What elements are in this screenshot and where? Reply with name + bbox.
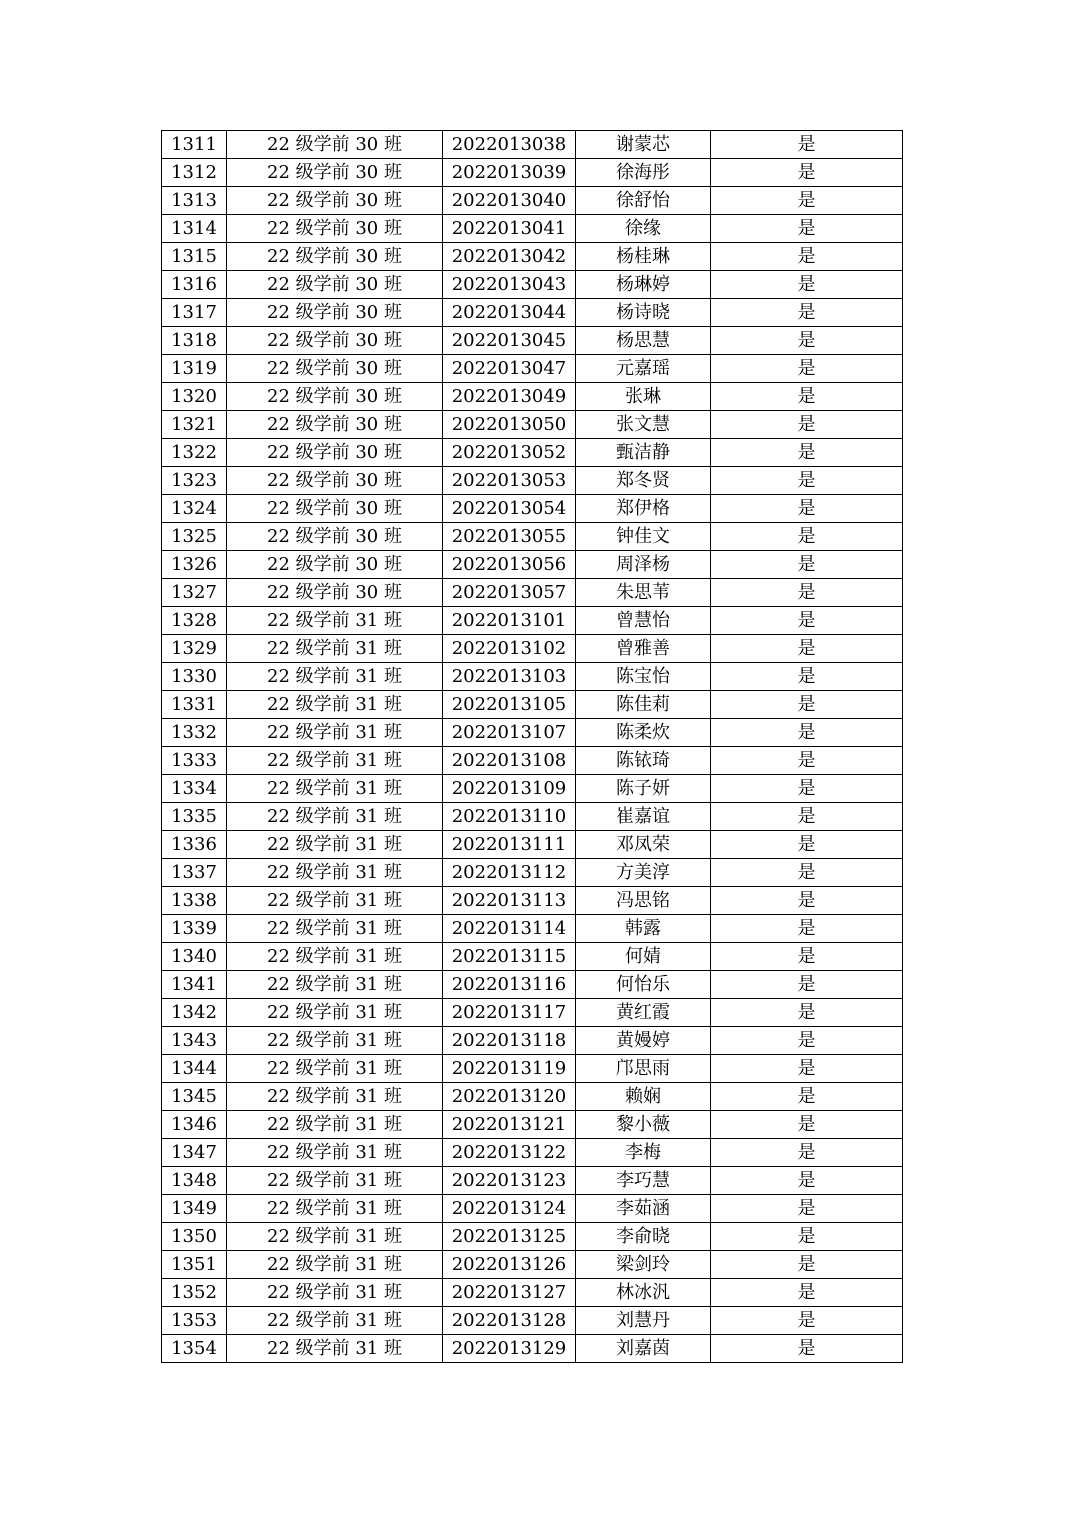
class-cell: 22 级学前 30 班 (227, 439, 443, 467)
row-number-cell: 1350 (162, 1223, 227, 1251)
student-name-cell: 黄红霞 (576, 999, 711, 1027)
status-cell: 是 (711, 411, 903, 439)
class-cell: 22 级学前 30 班 (227, 131, 443, 159)
student-id-cell: 2022013120 (443, 1083, 576, 1111)
student-id-cell: 2022013050 (443, 411, 576, 439)
student-name-cell: 赖娴 (576, 1083, 711, 1111)
student-name-cell: 何婧 (576, 943, 711, 971)
student-name-cell: 冯思铭 (576, 887, 711, 915)
student-id-cell: 2022013042 (443, 243, 576, 271)
table-row (162, 1083, 903, 1111)
table-row (162, 187, 903, 215)
class-cell: 22 级学前 30 班 (227, 187, 443, 215)
class-cell: 22 级学前 30 班 (227, 327, 443, 355)
status-cell: 是 (711, 551, 903, 579)
table-row (162, 691, 903, 719)
student-name-cell: 陈佳莉 (576, 691, 711, 719)
table-row (162, 887, 903, 915)
status-cell: 是 (711, 1195, 903, 1223)
class-cell: 22 级学前 30 班 (227, 299, 443, 327)
student-name-cell: 方美淳 (576, 859, 711, 887)
student-name-cell: 钟佳文 (576, 523, 711, 551)
table-row (162, 159, 903, 187)
status-cell: 是 (711, 607, 903, 635)
student-name-cell: 邓凤荣 (576, 831, 711, 859)
status-cell: 是 (711, 999, 903, 1027)
row-number-cell: 1312 (162, 159, 227, 187)
student-name-cell: 甄洁静 (576, 439, 711, 467)
student-name-cell: 刘嘉茵 (576, 1335, 711, 1363)
row-number-cell: 1324 (162, 495, 227, 523)
status-cell: 是 (711, 187, 903, 215)
row-number-cell: 1353 (162, 1307, 227, 1335)
table-row (162, 1307, 903, 1335)
table-row (162, 803, 903, 831)
student-name-cell: 李梅 (576, 1139, 711, 1167)
student-id-cell: 2022013054 (443, 495, 576, 523)
status-cell: 是 (711, 831, 903, 859)
student-name-cell: 张文慧 (576, 411, 711, 439)
table-row (162, 1195, 903, 1223)
row-number-cell: 1325 (162, 523, 227, 551)
status-cell: 是 (711, 1083, 903, 1111)
row-number-cell: 1315 (162, 243, 227, 271)
class-cell: 22 级学前 31 班 (227, 803, 443, 831)
row-number-cell: 1352 (162, 1279, 227, 1307)
student-id-cell: 2022013043 (443, 271, 576, 299)
student-name-cell: 杨思慧 (576, 327, 711, 355)
student-name-cell: 邝思雨 (576, 1055, 711, 1083)
row-number-cell: 1339 (162, 915, 227, 943)
student-id-cell: 2022013109 (443, 775, 576, 803)
class-cell: 22 级学前 30 班 (227, 159, 443, 187)
student-id-cell: 2022013053 (443, 467, 576, 495)
row-number-cell: 1323 (162, 467, 227, 495)
student-id-cell: 2022013111 (443, 831, 576, 859)
student-id-cell: 2022013041 (443, 215, 576, 243)
status-cell: 是 (711, 1055, 903, 1083)
class-cell: 22 级学前 30 班 (227, 495, 443, 523)
row-number-cell: 1331 (162, 691, 227, 719)
class-cell: 22 级学前 30 班 (227, 215, 443, 243)
student-id-cell: 2022013038 (443, 131, 576, 159)
student-name-cell: 朱思苇 (576, 579, 711, 607)
student-name-cell: 郑伊格 (576, 495, 711, 523)
class-cell: 22 级学前 31 班 (227, 915, 443, 943)
status-cell: 是 (711, 915, 903, 943)
table-row (162, 1139, 903, 1167)
row-number-cell: 1327 (162, 579, 227, 607)
student-name-cell: 林冰汎 (576, 1279, 711, 1307)
table-row (162, 635, 903, 663)
status-cell: 是 (711, 383, 903, 411)
row-number-cell: 1345 (162, 1083, 227, 1111)
student-id-cell: 2022013123 (443, 1167, 576, 1195)
row-number-cell: 1311 (162, 131, 227, 159)
class-cell: 22 级学前 31 班 (227, 719, 443, 747)
table-row (162, 495, 903, 523)
student-id-cell: 2022013040 (443, 187, 576, 215)
class-cell: 22 级学前 31 班 (227, 999, 443, 1027)
table-row (162, 551, 903, 579)
row-number-cell: 1322 (162, 439, 227, 467)
row-number-cell: 1343 (162, 1027, 227, 1055)
class-cell: 22 级学前 31 班 (227, 635, 443, 663)
row-number-cell: 1329 (162, 635, 227, 663)
status-cell: 是 (711, 663, 903, 691)
student-name-cell: 崔嘉谊 (576, 803, 711, 831)
table-row (162, 775, 903, 803)
table-row (162, 467, 903, 495)
class-cell: 22 级学前 30 班 (227, 243, 443, 271)
student-name-cell: 李巧慧 (576, 1167, 711, 1195)
class-cell: 22 级学前 31 班 (227, 1195, 443, 1223)
student-id-cell: 2022013113 (443, 887, 576, 915)
table-row (162, 747, 903, 775)
class-cell: 22 级学前 31 班 (227, 971, 443, 999)
status-cell: 是 (711, 243, 903, 271)
row-number-cell: 1317 (162, 299, 227, 327)
student-id-cell: 2022013055 (443, 523, 576, 551)
student-name-cell: 李茹涵 (576, 1195, 711, 1223)
student-name-cell: 李俞晓 (576, 1223, 711, 1251)
table-row (162, 1335, 903, 1363)
table-row (162, 299, 903, 327)
student-name-cell: 黎小薇 (576, 1111, 711, 1139)
student-id-cell: 2022013044 (443, 299, 576, 327)
status-cell: 是 (711, 1111, 903, 1139)
table-row (162, 355, 903, 383)
student-name-cell: 张琳 (576, 383, 711, 411)
class-cell: 22 级学前 31 班 (227, 691, 443, 719)
status-cell: 是 (711, 971, 903, 999)
table-row (162, 131, 903, 159)
class-cell: 22 级学前 31 班 (227, 775, 443, 803)
student-id-cell: 2022013115 (443, 943, 576, 971)
table-row (162, 243, 903, 271)
row-number-cell: 1337 (162, 859, 227, 887)
table-row (162, 971, 903, 999)
student-id-cell: 2022013107 (443, 719, 576, 747)
row-number-cell: 1338 (162, 887, 227, 915)
row-number-cell: 1318 (162, 327, 227, 355)
student-id-cell: 2022013116 (443, 971, 576, 999)
student-id-cell: 2022013105 (443, 691, 576, 719)
table-row (162, 915, 903, 943)
class-cell: 22 级学前 31 班 (227, 1111, 443, 1139)
student-id-cell: 2022013124 (443, 1195, 576, 1223)
student-name-cell: 杨诗晓 (576, 299, 711, 327)
status-cell: 是 (711, 1027, 903, 1055)
student-name-cell: 陈铱琦 (576, 747, 711, 775)
student-name-cell: 何怡乐 (576, 971, 711, 999)
student-id-cell: 2022013047 (443, 355, 576, 383)
student-id-cell: 2022013117 (443, 999, 576, 1027)
table-row (162, 383, 903, 411)
row-number-cell: 1348 (162, 1167, 227, 1195)
row-number-cell: 1328 (162, 607, 227, 635)
status-cell: 是 (711, 271, 903, 299)
table-row (162, 215, 903, 243)
row-number-cell: 1346 (162, 1111, 227, 1139)
status-cell: 是 (711, 1139, 903, 1167)
table-row (162, 999, 903, 1027)
student-id-cell: 2022013119 (443, 1055, 576, 1083)
row-number-cell: 1313 (162, 187, 227, 215)
status-cell: 是 (711, 1279, 903, 1307)
status-cell: 是 (711, 803, 903, 831)
student-name-cell: 曾慧怡 (576, 607, 711, 635)
status-cell: 是 (711, 691, 903, 719)
student-id-cell: 2022013056 (443, 551, 576, 579)
table-row (162, 1027, 903, 1055)
student-name-cell: 黄嫚婷 (576, 1027, 711, 1055)
status-cell: 是 (711, 943, 903, 971)
class-cell: 22 级学前 31 班 (227, 1307, 443, 1335)
table-row (162, 439, 903, 467)
row-number-cell: 1340 (162, 943, 227, 971)
student-name-cell: 刘慧丹 (576, 1307, 711, 1335)
row-number-cell: 1321 (162, 411, 227, 439)
status-cell: 是 (711, 327, 903, 355)
student-name-cell: 韩露 (576, 915, 711, 943)
table-row (162, 663, 903, 691)
class-cell: 22 级学前 31 班 (227, 1251, 443, 1279)
class-cell: 22 级学前 30 班 (227, 551, 443, 579)
class-cell: 22 级学前 31 班 (227, 1167, 443, 1195)
class-cell: 22 级学前 31 班 (227, 747, 443, 775)
row-number-cell: 1319 (162, 355, 227, 383)
student-name-cell: 陈柔炊 (576, 719, 711, 747)
table-row (162, 1279, 903, 1307)
status-cell: 是 (711, 859, 903, 887)
row-number-cell: 1336 (162, 831, 227, 859)
status-cell: 是 (711, 523, 903, 551)
class-cell: 22 级学前 30 班 (227, 523, 443, 551)
class-cell: 22 级学前 31 班 (227, 1335, 443, 1363)
student-id-cell: 2022013129 (443, 1335, 576, 1363)
student-id-cell: 2022013049 (443, 383, 576, 411)
class-cell: 22 级学前 31 班 (227, 943, 443, 971)
student-id-cell: 2022013118 (443, 1027, 576, 1055)
class-cell: 22 级学前 31 班 (227, 859, 443, 887)
class-cell: 22 级学前 31 班 (227, 607, 443, 635)
row-number-cell: 1314 (162, 215, 227, 243)
row-number-cell: 1344 (162, 1055, 227, 1083)
student-id-cell: 2022013057 (443, 579, 576, 607)
student-id-cell: 2022013114 (443, 915, 576, 943)
status-cell: 是 (711, 1307, 903, 1335)
status-cell: 是 (711, 1251, 903, 1279)
status-cell: 是 (711, 1223, 903, 1251)
row-number-cell: 1320 (162, 383, 227, 411)
student-id-cell: 2022013128 (443, 1307, 576, 1335)
table-row (162, 719, 903, 747)
class-cell: 22 级学前 31 班 (227, 1027, 443, 1055)
row-number-cell: 1332 (162, 719, 227, 747)
student-id-cell: 2022013045 (443, 327, 576, 355)
row-number-cell: 1330 (162, 663, 227, 691)
table-row (162, 523, 903, 551)
row-number-cell: 1335 (162, 803, 227, 831)
row-number-cell: 1333 (162, 747, 227, 775)
student-id-cell: 2022013110 (443, 803, 576, 831)
class-cell: 22 级学前 30 班 (227, 355, 443, 383)
table-row (162, 411, 903, 439)
student-id-cell: 2022013125 (443, 1223, 576, 1251)
class-cell: 22 级学前 31 班 (227, 1083, 443, 1111)
status-cell: 是 (711, 467, 903, 495)
table-row (162, 327, 903, 355)
row-number-cell: 1342 (162, 999, 227, 1027)
table-row (162, 1167, 903, 1195)
status-cell: 是 (711, 215, 903, 243)
student-name-cell: 徐舒怡 (576, 187, 711, 215)
table-body (162, 131, 903, 1363)
student-list-table (161, 130, 903, 1363)
row-number-cell: 1349 (162, 1195, 227, 1223)
table-row (162, 1223, 903, 1251)
row-number-cell: 1354 (162, 1335, 227, 1363)
class-cell: 22 级学前 31 班 (227, 1279, 443, 1307)
student-id-cell: 2022013127 (443, 1279, 576, 1307)
table-row (162, 1251, 903, 1279)
student-id-cell: 2022013102 (443, 635, 576, 663)
status-cell: 是 (711, 495, 903, 523)
row-number-cell: 1341 (162, 971, 227, 999)
student-name-cell: 郑冬贤 (576, 467, 711, 495)
class-cell: 22 级学前 30 班 (227, 411, 443, 439)
student-name-cell: 陈宝怡 (576, 663, 711, 691)
student-name-cell: 徐海彤 (576, 159, 711, 187)
table-row (162, 1055, 903, 1083)
class-cell: 22 级学前 31 班 (227, 887, 443, 915)
class-cell: 22 级学前 30 班 (227, 271, 443, 299)
status-cell: 是 (711, 1167, 903, 1195)
status-cell: 是 (711, 439, 903, 467)
class-cell: 22 级学前 30 班 (227, 579, 443, 607)
status-cell: 是 (711, 131, 903, 159)
student-name-cell: 曾雅善 (576, 635, 711, 663)
student-name-cell: 陈子妍 (576, 775, 711, 803)
status-cell: 是 (711, 159, 903, 187)
status-cell: 是 (711, 635, 903, 663)
row-number-cell: 1351 (162, 1251, 227, 1279)
class-cell: 22 级学前 31 班 (227, 1139, 443, 1167)
table-row (162, 943, 903, 971)
student-name-cell: 谢蒙芯 (576, 131, 711, 159)
status-cell: 是 (711, 719, 903, 747)
status-cell: 是 (711, 1335, 903, 1363)
student-id-cell: 2022013052 (443, 439, 576, 467)
student-name-cell: 元嘉瑶 (576, 355, 711, 383)
class-cell: 22 级学前 30 班 (227, 467, 443, 495)
row-number-cell: 1316 (162, 271, 227, 299)
student-id-cell: 2022013126 (443, 1251, 576, 1279)
table-row (162, 607, 903, 635)
student-id-cell: 2022013122 (443, 1139, 576, 1167)
student-id-cell: 2022013101 (443, 607, 576, 635)
student-list-table-container (161, 130, 902, 1363)
student-name-cell: 徐缘 (576, 215, 711, 243)
table-row (162, 271, 903, 299)
student-id-cell: 2022013103 (443, 663, 576, 691)
student-id-cell: 2022013112 (443, 859, 576, 887)
student-id-cell: 2022013121 (443, 1111, 576, 1139)
student-name-cell: 梁剑玲 (576, 1251, 711, 1279)
student-id-cell: 2022013039 (443, 159, 576, 187)
status-cell: 是 (711, 355, 903, 383)
status-cell: 是 (711, 775, 903, 803)
row-number-cell: 1347 (162, 1139, 227, 1167)
table-row (162, 859, 903, 887)
class-cell: 22 级学前 30 班 (227, 383, 443, 411)
status-cell: 是 (711, 299, 903, 327)
table-row (162, 831, 903, 859)
student-name-cell: 周泽杨 (576, 551, 711, 579)
table-row (162, 1111, 903, 1139)
class-cell: 22 级学前 31 班 (227, 1055, 443, 1083)
table-row (162, 579, 903, 607)
student-name-cell: 杨桂琳 (576, 243, 711, 271)
class-cell: 22 级学前 31 班 (227, 663, 443, 691)
student-id-cell: 2022013108 (443, 747, 576, 775)
status-cell: 是 (711, 887, 903, 915)
row-number-cell: 1334 (162, 775, 227, 803)
status-cell: 是 (711, 747, 903, 775)
class-cell: 22 级学前 31 班 (227, 831, 443, 859)
status-cell: 是 (711, 579, 903, 607)
row-number-cell: 1326 (162, 551, 227, 579)
class-cell: 22 级学前 31 班 (227, 1223, 443, 1251)
student-name-cell: 杨琳婷 (576, 271, 711, 299)
